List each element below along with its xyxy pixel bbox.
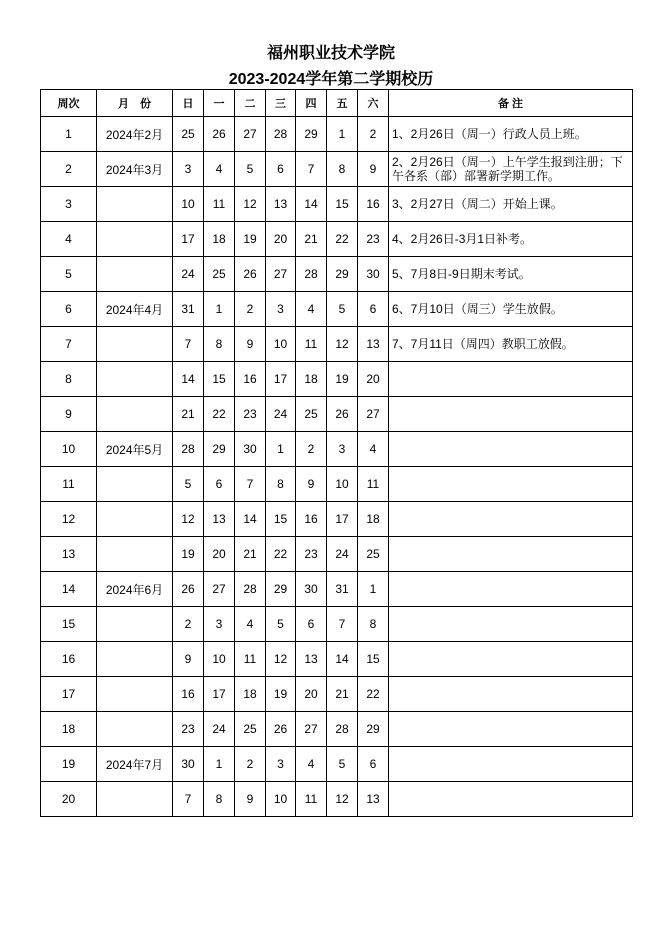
day-cell: 11 bbox=[296, 782, 327, 817]
table-row bbox=[41, 537, 633, 572]
day-cell: 11 bbox=[296, 327, 327, 362]
week-cell: 10 bbox=[41, 432, 97, 467]
day-cell: 4 bbox=[358, 432, 389, 467]
table-row bbox=[41, 187, 633, 222]
day-cell: 11 bbox=[358, 467, 389, 502]
day-cell: 5 bbox=[235, 152, 266, 187]
day-cell: 28 bbox=[266, 117, 296, 152]
table-row bbox=[41, 467, 633, 502]
week-cell: 20 bbox=[41, 782, 97, 817]
month-cell bbox=[97, 187, 173, 222]
month-cell bbox=[97, 467, 173, 502]
day-cell: 17 bbox=[266, 362, 296, 397]
day-cell: 29 bbox=[327, 257, 358, 292]
day-cell: 5 bbox=[173, 467, 204, 502]
day-cell: 21 bbox=[173, 397, 204, 432]
day-cell: 2 bbox=[173, 607, 204, 642]
day-cell: 12 bbox=[266, 642, 296, 677]
day-cell: 12 bbox=[173, 502, 204, 537]
day-cell: 29 bbox=[204, 432, 235, 467]
day-cell: 16 bbox=[235, 362, 266, 397]
day-cell: 31 bbox=[327, 572, 358, 607]
day-cell: 15 bbox=[358, 642, 389, 677]
day-cell: 23 bbox=[358, 222, 389, 257]
note-cell: 4、2月26日-3月1日补考。 bbox=[389, 222, 633, 257]
day-cell: 16 bbox=[296, 502, 327, 537]
note-cell bbox=[389, 537, 633, 572]
day-cell: 13 bbox=[358, 782, 389, 817]
day-cell: 6 bbox=[296, 607, 327, 642]
day-cell: 19 bbox=[173, 537, 204, 572]
day-cell: 15 bbox=[204, 362, 235, 397]
day-cell: 1 bbox=[358, 572, 389, 607]
note-cell bbox=[389, 467, 633, 502]
day-cell: 17 bbox=[327, 502, 358, 537]
day-cell: 28 bbox=[296, 257, 327, 292]
month-cell bbox=[97, 327, 173, 362]
day-cell: 1 bbox=[204, 747, 235, 782]
day-cell: 3 bbox=[173, 152, 204, 187]
column-header: 备 注 bbox=[389, 90, 633, 117]
month-cell: 2024年3月 bbox=[97, 152, 173, 187]
day-cell: 20 bbox=[204, 537, 235, 572]
day-cell: 20 bbox=[296, 677, 327, 712]
day-cell: 3 bbox=[266, 747, 296, 782]
day-cell: 15 bbox=[266, 502, 296, 537]
table-row bbox=[41, 502, 633, 537]
column-header: 周次 bbox=[41, 90, 97, 117]
note-cell bbox=[389, 607, 633, 642]
week-cell: 14 bbox=[41, 572, 97, 607]
week-cell: 2 bbox=[41, 152, 97, 187]
note-cell: 7、7月11日（周四）教职工放假。 bbox=[389, 327, 633, 362]
day-cell: 21 bbox=[296, 222, 327, 257]
column-header: 六 bbox=[358, 90, 389, 117]
day-cell: 16 bbox=[358, 187, 389, 222]
day-cell: 8 bbox=[327, 152, 358, 187]
note-cell: 2、2月26日（周一）上午学生报到注册；下午各系（部）部署新学期工作。 bbox=[389, 152, 633, 187]
day-cell: 15 bbox=[327, 187, 358, 222]
day-cell: 27 bbox=[358, 397, 389, 432]
table-row bbox=[41, 782, 633, 817]
column-header: 二 bbox=[235, 90, 266, 117]
day-cell: 22 bbox=[327, 222, 358, 257]
table-row bbox=[41, 677, 633, 712]
day-cell: 26 bbox=[266, 712, 296, 747]
day-cell: 23 bbox=[235, 397, 266, 432]
day-cell: 26 bbox=[173, 572, 204, 607]
day-cell: 26 bbox=[327, 397, 358, 432]
note-cell bbox=[389, 432, 633, 467]
day-cell: 6 bbox=[204, 467, 235, 502]
week-cell: 11 bbox=[41, 467, 97, 502]
day-cell: 18 bbox=[296, 362, 327, 397]
day-cell: 28 bbox=[327, 712, 358, 747]
calendar-table bbox=[40, 89, 633, 817]
day-cell: 24 bbox=[327, 537, 358, 572]
day-cell: 28 bbox=[173, 432, 204, 467]
day-cell: 20 bbox=[266, 222, 296, 257]
day-cell: 18 bbox=[204, 222, 235, 257]
week-cell: 1 bbox=[41, 117, 97, 152]
month-cell bbox=[97, 222, 173, 257]
day-cell: 10 bbox=[327, 467, 358, 502]
day-cell: 8 bbox=[358, 607, 389, 642]
day-cell: 20 bbox=[358, 362, 389, 397]
note-cell: 3、2月27日（周二）开始上课。 bbox=[389, 187, 633, 222]
day-cell: 13 bbox=[296, 642, 327, 677]
day-cell: 10 bbox=[266, 327, 296, 362]
month-cell bbox=[97, 502, 173, 537]
month-cell: 2024年4月 bbox=[97, 292, 173, 327]
day-cell: 21 bbox=[235, 537, 266, 572]
day-cell: 18 bbox=[235, 677, 266, 712]
day-cell: 3 bbox=[266, 292, 296, 327]
note-cell bbox=[389, 712, 633, 747]
day-cell: 18 bbox=[358, 502, 389, 537]
day-cell: 10 bbox=[266, 782, 296, 817]
header-row bbox=[41, 90, 633, 117]
day-cell: 7 bbox=[296, 152, 327, 187]
month-cell bbox=[97, 712, 173, 747]
day-cell: 12 bbox=[235, 187, 266, 222]
note-cell bbox=[389, 642, 633, 677]
day-cell: 19 bbox=[327, 362, 358, 397]
column-header: 五 bbox=[327, 90, 358, 117]
table-row bbox=[41, 222, 633, 257]
day-cell: 27 bbox=[296, 712, 327, 747]
table-row bbox=[41, 572, 633, 607]
week-cell: 12 bbox=[41, 502, 97, 537]
month-cell: 2024年6月 bbox=[97, 572, 173, 607]
table-row bbox=[41, 607, 633, 642]
day-cell: 30 bbox=[173, 747, 204, 782]
table-row bbox=[41, 712, 633, 747]
day-cell: 22 bbox=[266, 537, 296, 572]
week-cell: 3 bbox=[41, 187, 97, 222]
month-cell bbox=[97, 537, 173, 572]
day-cell: 30 bbox=[358, 257, 389, 292]
day-cell: 1 bbox=[327, 117, 358, 152]
month-cell: 2024年5月 bbox=[97, 432, 173, 467]
day-cell: 14 bbox=[327, 642, 358, 677]
week-cell: 16 bbox=[41, 642, 97, 677]
day-cell: 14 bbox=[296, 187, 327, 222]
month-cell bbox=[97, 642, 173, 677]
day-cell: 31 bbox=[173, 292, 204, 327]
column-header: 日 bbox=[173, 90, 204, 117]
month-cell bbox=[97, 397, 173, 432]
day-cell: 4 bbox=[235, 607, 266, 642]
day-cell: 5 bbox=[266, 607, 296, 642]
day-cell: 30 bbox=[296, 572, 327, 607]
week-cell: 5 bbox=[41, 257, 97, 292]
day-cell: 25 bbox=[173, 117, 204, 152]
day-cell: 26 bbox=[235, 257, 266, 292]
note-cell: 1、2月26日（周一）行政人员上班。 bbox=[389, 117, 633, 152]
day-cell: 1 bbox=[204, 292, 235, 327]
day-cell: 21 bbox=[327, 677, 358, 712]
day-cell: 22 bbox=[204, 397, 235, 432]
month-cell: 2024年2月 bbox=[97, 117, 173, 152]
table-row bbox=[41, 257, 633, 292]
month-cell bbox=[97, 257, 173, 292]
day-cell: 22 bbox=[358, 677, 389, 712]
week-cell: 18 bbox=[41, 712, 97, 747]
day-cell: 29 bbox=[358, 712, 389, 747]
day-cell: 5 bbox=[327, 747, 358, 782]
day-cell: 12 bbox=[327, 327, 358, 362]
table-row bbox=[41, 432, 633, 467]
note-cell: 5、7月8日-9日期末考试。 bbox=[389, 257, 633, 292]
day-cell: 23 bbox=[173, 712, 204, 747]
note-cell bbox=[389, 747, 633, 782]
note-cell bbox=[389, 782, 633, 817]
day-cell: 13 bbox=[204, 502, 235, 537]
day-cell: 4 bbox=[204, 152, 235, 187]
day-cell: 11 bbox=[235, 642, 266, 677]
day-cell: 2 bbox=[235, 292, 266, 327]
table-row bbox=[41, 397, 633, 432]
week-cell: 7 bbox=[41, 327, 97, 362]
day-cell: 6 bbox=[358, 292, 389, 327]
day-cell: 27 bbox=[204, 572, 235, 607]
day-cell: 14 bbox=[173, 362, 204, 397]
note-cell bbox=[389, 502, 633, 537]
table-row bbox=[41, 747, 633, 782]
day-cell: 1 bbox=[266, 432, 296, 467]
month-cell bbox=[97, 607, 173, 642]
day-cell: 17 bbox=[173, 222, 204, 257]
day-cell: 9 bbox=[235, 782, 266, 817]
day-cell: 3 bbox=[327, 432, 358, 467]
day-cell: 9 bbox=[235, 327, 266, 362]
day-cell: 8 bbox=[204, 327, 235, 362]
day-cell: 6 bbox=[358, 747, 389, 782]
column-header: 一 bbox=[204, 90, 235, 117]
day-cell: 24 bbox=[173, 257, 204, 292]
day-cell: 27 bbox=[266, 257, 296, 292]
day-cell: 2 bbox=[296, 432, 327, 467]
day-cell: 4 bbox=[296, 292, 327, 327]
note-cell bbox=[389, 362, 633, 397]
table-row bbox=[41, 642, 633, 677]
day-cell: 10 bbox=[173, 187, 204, 222]
day-cell: 30 bbox=[235, 432, 266, 467]
table-row bbox=[41, 362, 633, 397]
day-cell: 25 bbox=[235, 712, 266, 747]
day-cell: 17 bbox=[204, 677, 235, 712]
day-cell: 29 bbox=[266, 572, 296, 607]
day-cell: 19 bbox=[235, 222, 266, 257]
day-cell: 24 bbox=[204, 712, 235, 747]
note-cell: 6、7月10日（周三）学生放假。 bbox=[389, 292, 633, 327]
day-cell: 2 bbox=[358, 117, 389, 152]
day-cell: 9 bbox=[358, 152, 389, 187]
table-row bbox=[41, 327, 633, 362]
day-cell: 7 bbox=[327, 607, 358, 642]
day-cell: 19 bbox=[266, 677, 296, 712]
day-cell: 8 bbox=[266, 467, 296, 502]
week-cell: 8 bbox=[41, 362, 97, 397]
day-cell: 9 bbox=[296, 467, 327, 502]
column-header: 月 份 bbox=[97, 90, 173, 117]
day-cell: 5 bbox=[327, 292, 358, 327]
table-row bbox=[41, 152, 633, 187]
week-cell: 19 bbox=[41, 747, 97, 782]
column-header: 四 bbox=[296, 90, 327, 117]
month-cell: 2024年7月 bbox=[97, 747, 173, 782]
day-cell: 13 bbox=[266, 187, 296, 222]
table-row bbox=[41, 292, 633, 327]
day-cell: 7 bbox=[235, 467, 266, 502]
day-cell: 25 bbox=[358, 537, 389, 572]
day-cell: 9 bbox=[173, 642, 204, 677]
day-cell: 6 bbox=[266, 152, 296, 187]
table-row bbox=[41, 117, 633, 152]
day-cell: 13 bbox=[358, 327, 389, 362]
day-cell: 29 bbox=[296, 117, 327, 152]
column-header: 三 bbox=[266, 90, 296, 117]
week-cell: 15 bbox=[41, 607, 97, 642]
week-cell: 6 bbox=[41, 292, 97, 327]
day-cell: 3 bbox=[204, 607, 235, 642]
school-name: 福州职业技术学院 bbox=[266, 45, 395, 62]
day-cell: 28 bbox=[235, 572, 266, 607]
day-cell: 27 bbox=[235, 117, 266, 152]
day-cell: 10 bbox=[204, 642, 235, 677]
day-cell: 25 bbox=[204, 257, 235, 292]
week-cell: 9 bbox=[41, 397, 97, 432]
day-cell: 8 bbox=[204, 782, 235, 817]
day-cell: 2 bbox=[235, 747, 266, 782]
day-cell: 11 bbox=[204, 187, 235, 222]
day-cell: 16 bbox=[173, 677, 204, 712]
month-cell bbox=[97, 782, 173, 817]
month-cell bbox=[97, 677, 173, 712]
calendar-title: 2023-2024学年第二学期校历 bbox=[228, 71, 434, 88]
day-cell: 26 bbox=[204, 117, 235, 152]
note-cell bbox=[389, 677, 633, 712]
note-cell bbox=[389, 397, 633, 432]
day-cell: 7 bbox=[173, 327, 204, 362]
note-cell bbox=[389, 572, 633, 607]
week-cell: 13 bbox=[41, 537, 97, 572]
day-cell: 7 bbox=[173, 782, 204, 817]
month-cell bbox=[97, 362, 173, 397]
day-cell: 23 bbox=[296, 537, 327, 572]
day-cell: 12 bbox=[327, 782, 358, 817]
day-cell: 14 bbox=[235, 502, 266, 537]
day-cell: 24 bbox=[266, 397, 296, 432]
week-cell: 4 bbox=[41, 222, 97, 257]
day-cell: 25 bbox=[296, 397, 327, 432]
day-cell: 4 bbox=[296, 747, 327, 782]
week-cell: 17 bbox=[41, 677, 97, 712]
